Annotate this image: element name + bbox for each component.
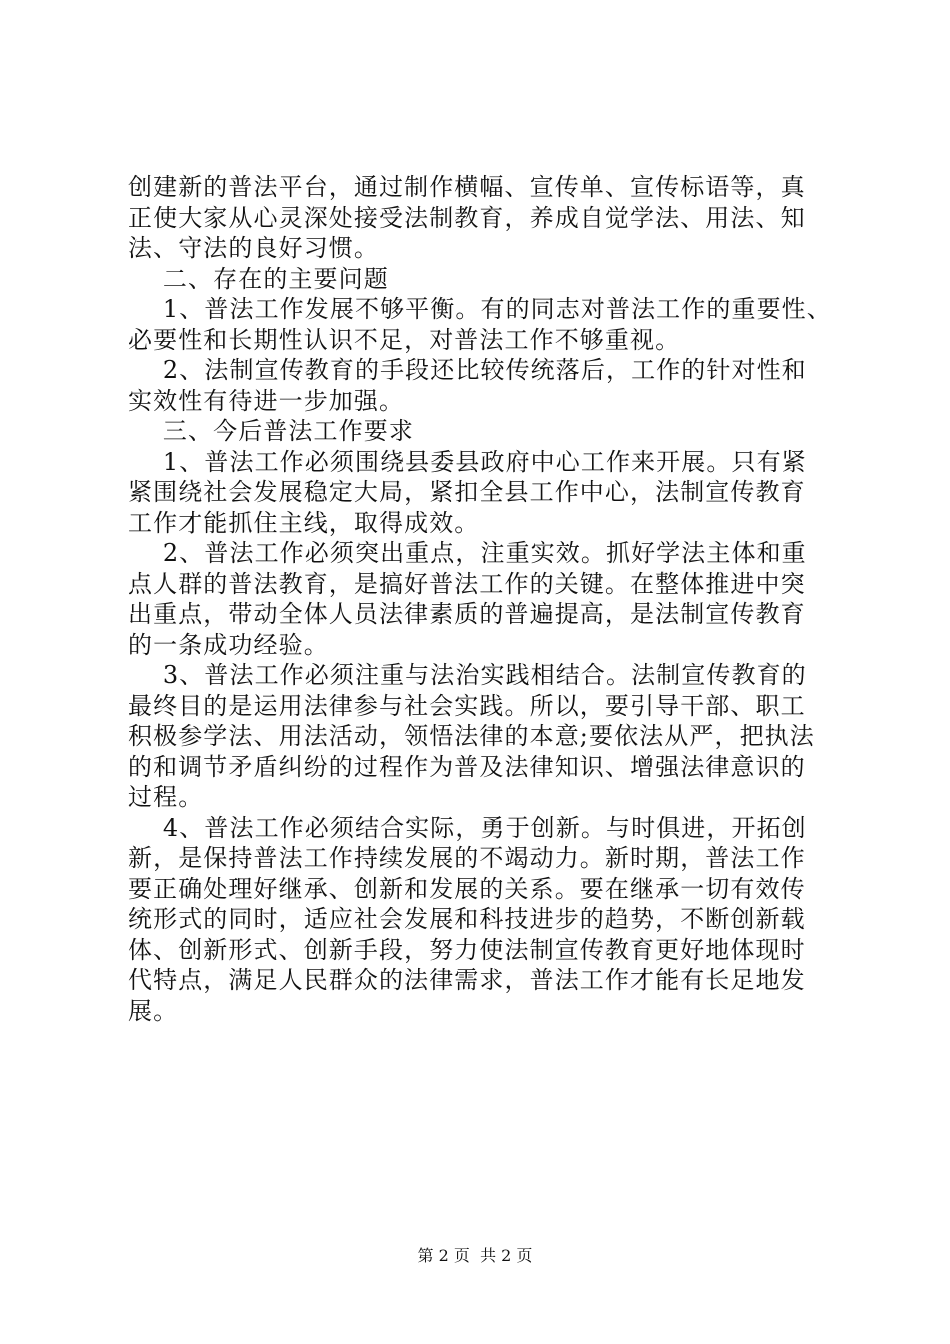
text-line: 2、法制宣传教育的手段还比较传统落后，工作的针对性和: [128, 356, 807, 384]
page-number-label: 第 2 页 共 2 页: [417, 1246, 533, 1265]
text-line: 统形式的同时，适应社会发展和科技进步的趋势，不断创新载: [128, 905, 806, 933]
text-line: 正使大家从心灵深处接受法制教育，养成自觉学法、用法、知: [128, 203, 806, 232]
text-line: 必要性和长期性认识不足，对普法工作不够重视。: [128, 325, 681, 354]
text-line: 2、普法工作必须突出重点，注重实效。抓好学法主体和重: [128, 539, 807, 567]
text-line: 1、普法工作必须围绕县委县政府中心工作来开展。只有紧: [128, 447, 807, 476]
text-line: 紧围绕社会发展稳定大局，紧扣全县工作中心，法制宣传教育: [128, 478, 806, 506]
text-line: 出重点，带动全体人员法律素质的普遍提高，是法制宣传教育: [128, 600, 806, 628]
text-line: 4、普法工作必须结合实际，勇于创新。与时俱进，开拓创: [128, 813, 807, 842]
text-line: 1、普法工作发展不够平衡。有的同志对普法工作的重要性、: [128, 295, 832, 323]
section-heading: 二、存在的主要问题: [128, 264, 389, 293]
text-line: 的一条成功经验。: [128, 630, 329, 659]
page-footer: [0, 1243, 950, 1266]
text-line: 新，是保持普法工作持续发展的不竭动力。新时期，普法工作: [128, 844, 806, 872]
text-line: 3、普法工作必须注重与法治实践相结合。法制宣传教育的: [128, 661, 807, 689]
text-line: 最终目的是运用法律参与社会实践。所以，要引导干部、职工: [128, 691, 806, 720]
text-line: 工作才能抓住主线，取得成效。: [128, 508, 480, 537]
text-line: 实效性有待进一步加强。: [128, 386, 405, 415]
text-line: 要正确处理好继承、创新和发展的关系。要在继承一切有效传: [128, 874, 806, 903]
text-line: 体、创新形式、创新手段，努力使法制宣传教育更好地体现时: [128, 935, 806, 964]
text-line: 代特点，满足人民群众的法律需求，普法工作才能有长足地发: [128, 966, 806, 994]
text-line: 点人群的普法教育，是搞好普法工作的关键。在整体推进中突: [128, 569, 806, 598]
text-line: 过程。: [128, 783, 204, 811]
text-line: 展。: [128, 996, 179, 1025]
text-line: 积极参学法、用法活动，领悟法律的本意;要依法从严，把执法: [128, 722, 815, 750]
text-line: 的和调节矛盾纠纷的过程作为普及法律知识、增强法律意识的: [128, 752, 806, 781]
document-body: [128, 172, 843, 1026]
text-line: 法、守法的良好习惯。: [128, 234, 379, 262]
section-heading: 三、今后普法工作要求: [128, 417, 414, 445]
text-line: 创建新的普法平台，通过制作横幅、宣传单、宣传标语等，真: [128, 173, 806, 201]
